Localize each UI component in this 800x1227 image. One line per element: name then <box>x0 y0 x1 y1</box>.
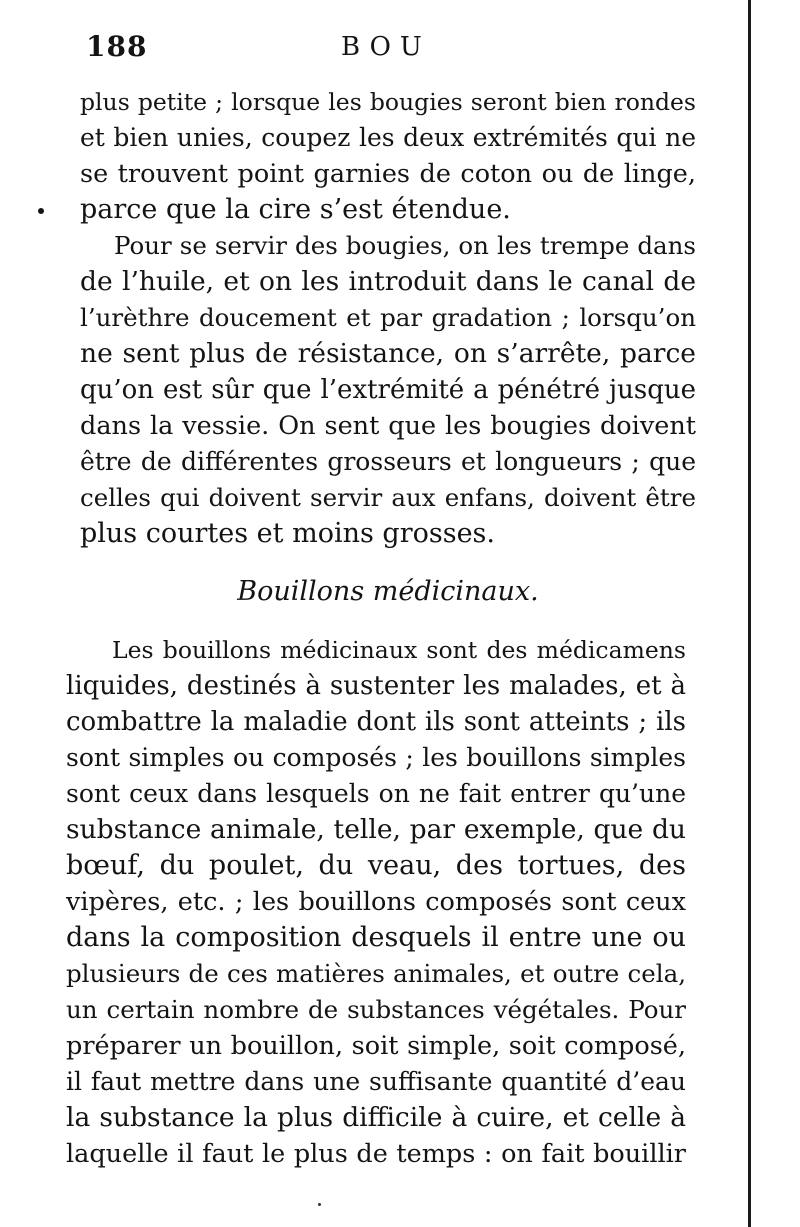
text-line: dans la vessie. On sent que les bougies doivent <box>80 411 696 441</box>
text-line: laquelle il faut le plus de temps : on fait bouillir <box>66 1139 686 1169</box>
page-number: 188 <box>86 30 148 63</box>
section-heading: Bouillons médicinaux. <box>237 576 539 607</box>
text-line: Pour se servir des bougies, on les trempe dans <box>114 231 696 260</box>
page-edge-rule <box>748 0 751 1227</box>
text-line: un certain nombre de substances végétales. Pour <box>66 995 686 1024</box>
text-line: substance animale, telle, par exemple, que du <box>66 814 686 845</box>
text-line: de l’huile, et on les introduit dans le canal de <box>80 266 696 297</box>
text-line: plus petite ; lorsque les bougies seront bien rondes <box>80 88 696 116</box>
margin-dot-mark <box>38 208 44 214</box>
text-line: et bien unies, coupez les deux extrémités qui ne <box>80 123 696 152</box>
text-line: ne sent plus de résistance, on s’arrête, parce <box>80 338 696 369</box>
text-line: sont simples ou composés ; les bouillons simples <box>66 743 686 772</box>
text-line: bœuf, du poulet, du veau, des tortues, des <box>66 850 686 881</box>
stray-ink-dot <box>318 1203 321 1206</box>
text-line: se trouvent point garnies de coton ou de linge, <box>80 159 696 189</box>
text-line: qu’on est sûr que l’extrémité a pénétré jusque <box>80 375 696 405</box>
text-line: préparer un bouillon, soit simple, soit composé, <box>66 1031 686 1061</box>
text-line: plus courtes et moins grosses. <box>80 518 495 549</box>
text-line: parce que la cire s’est étendue. <box>80 194 511 225</box>
text-line: plusieurs de ces matières animales, et outre cela, <box>66 959 686 988</box>
text-line: dans la composition desquels il entre une ou <box>66 922 686 953</box>
text-line: sont ceux dans lesquels on ne fait entrer qu’une <box>66 779 686 808</box>
text-line: être de différentes grosseurs et longueurs ; que <box>80 447 696 476</box>
text-line: celles qui doivent servir aux enfans, doivent être <box>80 483 696 512</box>
text-line: vipères, etc. ; les bouillons composés sont ceux <box>66 887 686 917</box>
text-line: l’urèthre doucement et par gradation ; lorsqu’on <box>80 303 696 332</box>
running-head: BOU <box>341 32 431 62</box>
text-line: il faut mettre dans une suffisante quantité d’eau <box>66 1067 686 1096</box>
text-line: liquides, destinés à sustenter les malades, et à <box>66 671 686 701</box>
text-line: combattre la maladie dont ils sont atteints ; ils <box>66 707 686 737</box>
text-line: la substance la plus difficile à cuire, et celle à <box>66 1102 686 1133</box>
text-line: Les bouillons médicinaux sont des médicamens <box>112 636 686 664</box>
page-header <box>86 30 686 70</box>
